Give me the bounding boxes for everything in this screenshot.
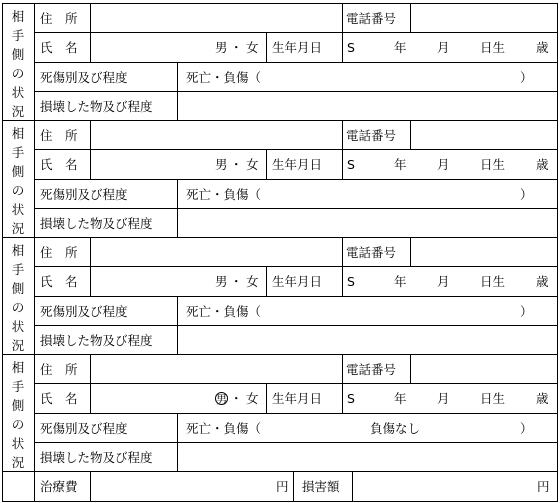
address-label: 住 所 bbox=[40, 11, 78, 26]
close-paren: ） bbox=[520, 421, 533, 436]
damaged-items-field[interactable] bbox=[178, 443, 557, 471]
age-label: 歳 bbox=[536, 40, 549, 55]
side-label-char: 相 bbox=[11, 9, 25, 24]
month-label: 月 bbox=[437, 391, 450, 406]
birthdate-label: 生年月日 bbox=[272, 157, 323, 172]
damage-amount-label: 損害額 bbox=[302, 479, 340, 494]
side-label-char: 況 bbox=[11, 338, 25, 353]
side-label-vertical bbox=[2, 241, 34, 351]
sex-separator: ・ bbox=[230, 40, 243, 55]
death-injury-label: 死亡・負傷（ bbox=[186, 304, 262, 319]
sex-separator: ・ bbox=[230, 274, 243, 289]
address-label: 住 所 bbox=[40, 128, 78, 143]
field-divider-line bbox=[266, 266, 267, 296]
label-column-line bbox=[34, 3, 35, 120]
name-field[interactable] bbox=[91, 384, 211, 413]
address-field[interactable] bbox=[91, 4, 342, 32]
close-paren: ） bbox=[520, 187, 533, 202]
phone-field[interactable] bbox=[411, 121, 557, 149]
side-label-char: 状 bbox=[11, 85, 25, 100]
side-label-char: 手 bbox=[11, 262, 25, 277]
side-label-char: 状 bbox=[11, 436, 25, 451]
damaged-items-label: 損壊した物及び程度 bbox=[40, 216, 153, 231]
damaged-items-label: 損壊した物及び程度 bbox=[40, 450, 153, 465]
day-born-label: 日生 bbox=[480, 274, 506, 289]
month-label: 月 bbox=[437, 157, 450, 172]
side-label-char: 相 bbox=[11, 243, 25, 258]
phone-label: 電話番号 bbox=[346, 362, 397, 377]
sex-female-option[interactable]: 女 bbox=[246, 274, 259, 289]
sex-male-option[interactable]: 男 bbox=[215, 157, 228, 172]
field-divider-line bbox=[266, 32, 267, 62]
year-label: 年 bbox=[394, 40, 407, 55]
injury-detail-field[interactable]: 負傷なし bbox=[370, 421, 421, 436]
day-born-label: 日生 bbox=[480, 391, 506, 406]
side-label-char: 状 bbox=[11, 202, 25, 217]
sex-male-option[interactable]: 男 bbox=[215, 274, 228, 289]
treatment-cost-label: 治療費 bbox=[40, 479, 78, 494]
outer-right-border bbox=[557, 3, 558, 502]
birthdate-label: 生年月日 bbox=[272, 40, 323, 55]
address-field[interactable] bbox=[91, 238, 342, 266]
treatment-cost-field[interactable] bbox=[91, 472, 271, 501]
damaged-items-field[interactable] bbox=[178, 92, 557, 120]
side-label-vertical bbox=[2, 7, 34, 117]
side-label-char: 手 bbox=[11, 145, 25, 160]
address-field[interactable] bbox=[91, 355, 342, 383]
sex-female-option[interactable]: 女 bbox=[246, 40, 259, 55]
side-label-char: 側 bbox=[11, 281, 25, 296]
age-label: 歳 bbox=[536, 274, 549, 289]
side-label-char: 側 bbox=[11, 164, 25, 179]
field-divider-line bbox=[342, 3, 343, 62]
outer-left-border bbox=[2, 3, 3, 502]
treatment-yen-label: 円 bbox=[276, 479, 289, 494]
row-line bbox=[34, 413, 557, 414]
side-label-char: 側 bbox=[11, 47, 25, 62]
era-label: S bbox=[347, 274, 355, 289]
side-label-vertical bbox=[2, 358, 34, 468]
sex-male-option[interactable]: 男 bbox=[215, 40, 228, 55]
address-label: 住 所 bbox=[40, 245, 78, 260]
side-label-char: 手 bbox=[11, 28, 25, 43]
phone-label: 電話番号 bbox=[346, 11, 397, 26]
injury-type-label: 死傷別及び程度 bbox=[40, 187, 128, 202]
side-label-char: の bbox=[11, 417, 25, 432]
field-divider-line bbox=[342, 237, 343, 296]
address-field[interactable] bbox=[91, 121, 342, 149]
field-divider-line bbox=[342, 120, 343, 179]
side-label-char: 手 bbox=[11, 379, 25, 394]
sex-separator: ・ bbox=[230, 391, 243, 406]
year-label: 年 bbox=[394, 391, 407, 406]
damaged-items-field[interactable] bbox=[178, 209, 557, 237]
totals-divider bbox=[293, 471, 294, 501]
year-label: 年 bbox=[394, 274, 407, 289]
name-label: 氏 名 bbox=[40, 274, 78, 289]
label-column-line bbox=[34, 354, 35, 471]
label-column-line bbox=[34, 120, 35, 237]
era-label: S bbox=[347, 157, 355, 172]
era-label: S bbox=[347, 40, 355, 55]
close-paren: ） bbox=[520, 70, 533, 85]
phone-field[interactable] bbox=[411, 355, 557, 383]
name-label: 氏 名 bbox=[40, 157, 78, 172]
day-born-label: 日生 bbox=[480, 40, 506, 55]
side-label-char: の bbox=[11, 183, 25, 198]
row-line bbox=[34, 296, 557, 297]
side-label-vertical bbox=[2, 124, 34, 234]
side-label-char: 側 bbox=[11, 398, 25, 413]
sex-male-circled: 男 bbox=[216, 393, 227, 406]
death-injury-label: 死亡・負傷（ bbox=[186, 70, 262, 85]
death-injury-label: 死亡・負傷（ bbox=[186, 187, 262, 202]
side-label-char: 況 bbox=[11, 104, 25, 119]
birthdate-label: 生年月日 bbox=[272, 391, 323, 406]
bottom-line bbox=[2, 501, 557, 502]
sex-male-option[interactable] bbox=[215, 391, 228, 406]
side-label-char: の bbox=[11, 300, 25, 315]
row-line bbox=[34, 179, 557, 180]
sex-female-option[interactable]: 女 bbox=[246, 157, 259, 172]
phone-label: 電話番号 bbox=[346, 245, 397, 260]
death-injury-label: 死亡・負傷（ bbox=[186, 421, 262, 436]
birthdate-label: 生年月日 bbox=[272, 274, 323, 289]
age-label: 歳 bbox=[536, 391, 549, 406]
name-label: 氏 名 bbox=[40, 391, 78, 406]
side-label-char: 相 bbox=[11, 360, 25, 375]
damaged-items-label: 損壊した物及び程度 bbox=[40, 99, 153, 114]
field-divider-line bbox=[342, 354, 343, 413]
close-paren: ） bbox=[520, 304, 533, 319]
field-divider-line bbox=[266, 149, 267, 179]
damage-yen-label: 円 bbox=[537, 479, 550, 494]
sex-separator: ・ bbox=[230, 157, 243, 172]
name-field[interactable] bbox=[91, 33, 211, 62]
month-label: 月 bbox=[437, 40, 450, 55]
totals-divider bbox=[34, 471, 35, 501]
field-divider-line bbox=[266, 383, 267, 413]
phone-field[interactable] bbox=[411, 4, 557, 32]
name-field[interactable] bbox=[91, 267, 211, 296]
label-column-line bbox=[34, 237, 35, 354]
name-label: 氏 名 bbox=[40, 40, 78, 55]
injury-type-label: 死傷別及び程度 bbox=[40, 70, 128, 85]
injury-type-label: 死傷別及び程度 bbox=[40, 421, 128, 436]
row-line bbox=[34, 62, 557, 63]
damaged-items-label: 損壊した物及び程度 bbox=[40, 333, 153, 348]
side-label-char: の bbox=[11, 66, 25, 81]
month-label: 月 bbox=[437, 274, 450, 289]
side-label-char: 相 bbox=[11, 126, 25, 141]
sex-female-option[interactable]: 女 bbox=[246, 391, 259, 406]
side-label-char: 状 bbox=[11, 319, 25, 334]
era-label: S bbox=[347, 391, 355, 406]
injury-type-label: 死傷別及び程度 bbox=[40, 304, 128, 319]
damaged-items-field[interactable] bbox=[178, 326, 557, 354]
address-label: 住 所 bbox=[40, 362, 78, 377]
age-label: 歳 bbox=[536, 157, 549, 172]
side-label-char: 況 bbox=[11, 221, 25, 236]
damage-amount-field[interactable] bbox=[353, 472, 533, 501]
name-field[interactable] bbox=[91, 150, 211, 179]
side-label-char: 況 bbox=[11, 455, 25, 470]
year-label: 年 bbox=[394, 157, 407, 172]
phone-field[interactable] bbox=[411, 238, 557, 266]
day-born-label: 日生 bbox=[480, 157, 506, 172]
phone-label: 電話番号 bbox=[346, 128, 397, 143]
